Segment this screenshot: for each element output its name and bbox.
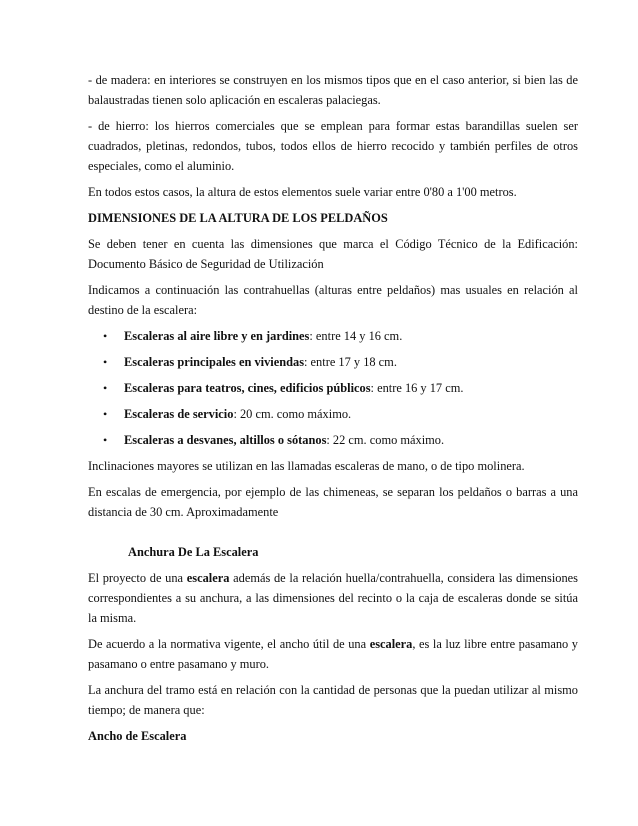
- bullet-icon: •: [103, 381, 108, 395]
- normativa-bold: escalera: [369, 637, 413, 651]
- paragraph-altura: En todos estos casos, la altura de estos elementos suele variar entre 0'80 a 1'00 metros.: [88, 185, 517, 199]
- bullet-rest-text: : entre 17 y 18 cm.: [304, 355, 397, 369]
- paragraph-emergencia: En escalas de emergencia, por ejemplo de las chimeneas, se separan los peldaños o barras a una distancia de 30 cm. Aproximadamente: [88, 485, 578, 519]
- bullet-item: [88, 430, 578, 450]
- bullet-bold-text: Escaleras de servicio: [124, 407, 234, 421]
- normativa-before: De acuerdo a la normativa vigente, el ancho útil de una: [88, 637, 370, 651]
- bullet-icon: •: [103, 329, 108, 343]
- bullet-bold-text: Escaleras al aire libre y en jardines: [124, 329, 310, 343]
- bullet-bold-text: Escaleras para teatros, cines, edificios públicos: [124, 381, 371, 395]
- heading-ancho: Ancho de Escalera: [88, 729, 187, 743]
- bullet-item: [88, 378, 578, 398]
- bullet-bold-text: Escaleras a desvanes, altillos o sótanos: [124, 433, 327, 447]
- paragraph-tramo: La anchura del tramo está en relación con la cantidad de personas que la puedan utilizar al mismo tiempo; de manera que:: [88, 683, 578, 717]
- bullet-icon: •: [103, 407, 108, 421]
- paragraph-proyecto: [88, 568, 578, 628]
- bullet-bold-text: Escaleras principales en viviendas: [124, 355, 305, 369]
- paragraph-hierro: - de hierro: los hierros comerciales que se emplean para formar estas barandillas suelen ser cuadrados, pletinas, redondos, tubos, todos ellos de hierro recocido y también perfiles de otros especiales, como el aluminio.: [88, 119, 578, 173]
- bullet-rest-text: : 20 cm. como máximo.: [233, 407, 352, 421]
- bullet-list: [88, 326, 578, 450]
- bullet-item: [88, 404, 578, 424]
- proyecto-before: El proyecto de una: [88, 571, 187, 585]
- proyecto-bold: escalera: [186, 571, 230, 585]
- bullet-icon: •: [103, 355, 108, 369]
- bullet-rest-text: : entre 14 y 16 cm.: [309, 329, 403, 343]
- subheading-anchura: Anchura De La Escalera: [128, 545, 259, 559]
- heading-dimensiones: DIMENSIONES DE LA ALTURA DE LOS PELDAÑOS: [88, 211, 388, 225]
- bullet-icon: •: [103, 433, 108, 447]
- paragraph-madera: - de madera: en interiores se construyen en los mismos tipos que en el caso anterior, si bien las de balaustradas tienen solo aplicación en escaleras palaciegas.: [88, 73, 578, 107]
- bullet-rest-text: : entre 16 y 17 cm.: [370, 381, 464, 395]
- bullet-item: [88, 352, 578, 372]
- document-page: [88, 70, 578, 752]
- bullet-rest-text: : 22 cm. como máximo.: [326, 433, 445, 447]
- bullet-item: [88, 326, 578, 346]
- normativa-after: , es la luz libre entre pasamano y pasamano o entre pasamano y muro.: [88, 637, 578, 671]
- proyecto-after: además de la relación huella/contrahuella, considera las dimensiones correspondientes a su anchura, a las dimensiones del recinto o la caja de escaleras donde se sitúa la misma.: [88, 571, 578, 625]
- paragraph-indicamos: Indicamos a continuación las contrahuellas (alturas entre peldaños) mas usuales en relación al destino de la escalera:: [88, 283, 578, 317]
- paragraph-inclinaciones: Inclinaciones mayores se utilizan en las llamadas escaleras de mano, o de tipo molinera.: [88, 459, 525, 473]
- paragraph-normativa: [88, 634, 578, 674]
- paragraph-codigo: Se deben tener en cuenta las dimensiones que marca el Código Técnico de la Edificación: Documento Básico de Seguridad de Utilización: [88, 237, 578, 271]
